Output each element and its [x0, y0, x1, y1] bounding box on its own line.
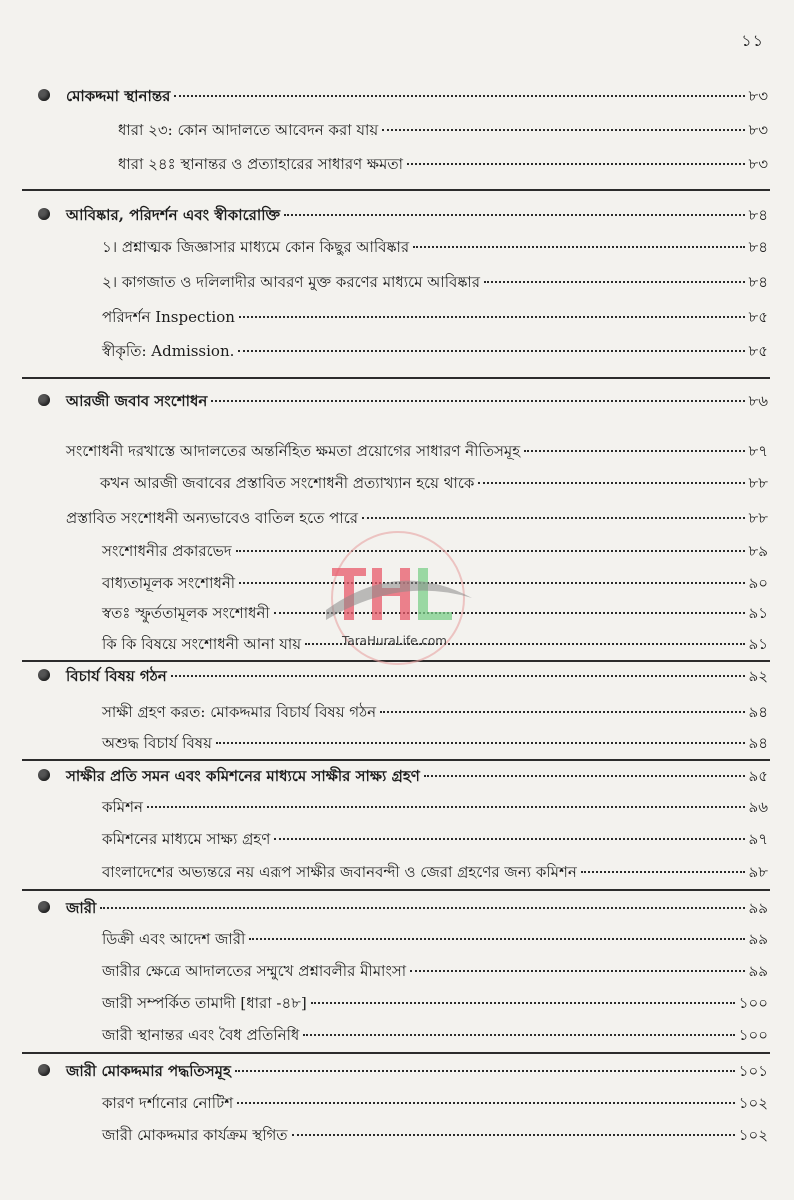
toc-entry [102, 829, 768, 849]
section-bullet-icon [38, 769, 50, 781]
dot-leader [249, 938, 744, 940]
toc-entry [102, 1025, 768, 1045]
section-title: জারী মোকদ্দমার পদ্ধতিসমূহ [66, 1062, 231, 1080]
section-bullet-icon [38, 669, 50, 681]
page-ref: ৯৯ [748, 930, 768, 948]
toc-entry [102, 307, 768, 327]
page-ref: ৯২ [748, 667, 768, 685]
page-ref: ৮৪ [748, 273, 768, 291]
entry-title: বাধ্যতামূলক সংশোধনী [102, 574, 236, 592]
toc-entry [102, 237, 768, 257]
watermark-logo [302, 528, 494, 668]
entry-title: ধারা ২৩: কোন আদালতে আবেদন করা যায় [118, 121, 379, 139]
entry-title: সাক্ষী গ্রহণ করত: মোকদ্দমার বিচার্য বিষয় গঠন [102, 703, 377, 721]
entry-title: জারীর ক্ষেত্রে আদালতের সম্মুখে প্রশ্নাবলীর মীমাংসা [102, 962, 407, 980]
toc-section-heading [66, 86, 768, 106]
dot-leader [147, 806, 745, 808]
section-bullet-icon [38, 89, 50, 101]
page-ref: ৯০ [748, 574, 768, 592]
dot-leader [292, 1134, 735, 1136]
entry-title: স্বতঃ স্ফুর্ততামূলক সংশোধনী [102, 604, 270, 622]
section-divider [22, 759, 770, 761]
page-ref: ৮৪ [748, 206, 768, 224]
dot-leader [382, 129, 744, 131]
dot-leader [311, 1002, 735, 1004]
toc-entry [102, 341, 768, 361]
section-title: আরজী জবাব সংশোধন [66, 392, 208, 410]
page-ref: ৯১ [748, 604, 768, 622]
toc-entry [100, 473, 768, 493]
toc-entry [102, 733, 768, 753]
dot-leader [424, 775, 745, 777]
page-number: ১১ [741, 31, 764, 50]
entry-title: অশুদ্ধ বিচার্য বিষয় [102, 734, 212, 752]
page-ref: ৯৮ [748, 863, 768, 881]
toc-entry [102, 993, 768, 1013]
page-ref: ৮৮ [748, 474, 768, 492]
dot-leader [581, 871, 745, 873]
entry-title: কমিশন [102, 798, 143, 816]
section-divider [22, 1052, 770, 1054]
page-ref: ১০০ [738, 994, 768, 1012]
page-ref: ১০০ [738, 1026, 768, 1044]
dot-leader [174, 95, 744, 97]
entry-title: জারী সম্পর্কিত তামাদী [ধারা -৪৮] [102, 994, 307, 1012]
dot-leader [478, 482, 744, 484]
entry-title: ধারা ২৪ঃ স্থানান্তর ও প্রত্যাহারের সাধারণ ক্ষমতা [118, 155, 403, 173]
dot-leader [380, 711, 744, 713]
toc-section-heading [66, 1061, 768, 1081]
section-divider [22, 189, 770, 191]
toc-entry [102, 929, 768, 949]
section-bullet-icon [38, 208, 50, 220]
toc-entry [102, 702, 768, 722]
page-ref: ৯৭ [748, 830, 768, 848]
section-title: জারী [66, 899, 97, 917]
toc-entry [118, 120, 768, 140]
section-divider [22, 889, 770, 891]
dot-leader [239, 316, 745, 318]
entry-title: ২। কাগজাত ও দলিলাদীর আবরণ মুক্ত করণের মাধ্যমে আবিষ্কার [102, 273, 481, 291]
section-title: সাক্ষীর প্রতি সমন এবং কমিশনের মাধ্যমে সাক্ষীর সাক্ষ্য গ্রহণ [66, 767, 420, 785]
page-ref: ৯১ [748, 635, 768, 653]
entry-title: ডিক্রী এবং আদেশ জারী [102, 930, 246, 948]
watermark-site-text: TaraHuraLife.com [342, 634, 447, 648]
dot-leader [484, 281, 745, 283]
dot-leader [100, 907, 744, 909]
entry-title: কি কি বিষয়ে সংশোধনী আনা যায় [102, 635, 302, 653]
page-ref: ১০২ [738, 1126, 768, 1144]
toc-section-heading [66, 391, 768, 411]
toc-entry [102, 1125, 768, 1145]
section-bullet-icon [38, 1064, 50, 1076]
toc-entry [66, 508, 768, 528]
entry-title: কমিশনের মাধ্যমে সাক্ষ্য গ্রহণ [102, 830, 271, 848]
page-ref: ৮৩ [748, 155, 768, 173]
section-bullet-icon [38, 394, 50, 406]
toc-entry [66, 441, 768, 461]
dot-leader [413, 246, 744, 248]
dot-leader [303, 1034, 734, 1036]
entry-title: সংশোধনীর প্রকারভেদ [102, 542, 232, 560]
page-ref: ৮৬ [748, 392, 768, 410]
section-title: বিচার্য বিষয় গঠন [66, 667, 167, 685]
entry-title: কখন আরজী জবাবের প্রস্তাবিত সংশোধনী প্রত্যাখ্যান হয়ে থাকে [100, 474, 475, 492]
page-ref: ৯৪ [748, 734, 768, 752]
dot-leader [410, 970, 744, 972]
entry-title: পরিদর্শন Inspection [102, 308, 235, 326]
toc-section-heading [66, 205, 768, 225]
toc-section-heading [66, 898, 768, 918]
page-ref: ৮৫ [748, 342, 768, 360]
dot-leader [284, 214, 744, 216]
toc-entry [102, 1093, 768, 1113]
section-title: মোকদ্দমা স্থানান্তর [66, 87, 171, 105]
page-ref: ৯৬ [748, 798, 768, 816]
page-ref: ৮৮ [748, 509, 768, 527]
entry-title: কারণ দর্শানোর নোটিশ [102, 1094, 234, 1112]
dot-leader [238, 350, 744, 352]
dot-leader [211, 400, 744, 402]
page-ref: ৮৭ [748, 442, 768, 460]
dot-leader [524, 450, 744, 452]
page-ref: ৯৫ [748, 767, 768, 785]
page-ref: ৯৯ [748, 899, 768, 917]
entry-title: বাংলাদেশের অভ্যন্তরে নয় এরূপ সাক্ষীর জবানবন্দী ও জেরা গ্রহণের জন্য কমিশন [102, 863, 577, 881]
page-ref: ১০১ [738, 1062, 768, 1080]
page-ref: ৮৯ [748, 542, 768, 560]
page-ref: ১০২ [738, 1094, 768, 1112]
page-ref: ৮৩ [748, 87, 768, 105]
dot-leader [237, 1102, 735, 1104]
toc-section-heading [66, 666, 768, 686]
entry-title: জারী স্থানান্তর এবং বৈধ প্রতিনিধি [102, 1026, 300, 1044]
toc-entry [102, 272, 768, 292]
toc-entry [102, 862, 768, 882]
entry-title: স্বীকৃতি: Admission. [102, 342, 235, 360]
page-ref: ৮৩ [748, 121, 768, 139]
toc-entry [102, 797, 768, 817]
entry-title: প্রস্তাবিত সংশোধনী অন্যভাবেও বাতিল হতে পারে [66, 509, 358, 527]
entry-title: জারী মোকদ্দমার কার্যক্রম স্থগিত [102, 1126, 288, 1144]
dot-leader [407, 163, 745, 165]
dot-leader [235, 1070, 735, 1072]
page-ref: ৮৫ [748, 308, 768, 326]
page-ref: ৮৪ [748, 238, 768, 256]
dot-leader [216, 742, 745, 744]
entry-title: ১। প্রশ্নাত্মক জিজ্ঞাসার মাধ্যমে কোন কিছুর আবিষ্কার [102, 238, 410, 256]
section-divider [22, 377, 770, 379]
page-ref: ৯৪ [748, 703, 768, 721]
toc-section-heading [66, 766, 768, 786]
section-title: আবিষ্কার, পরিদর্শন এবং স্বীকারোক্তি [66, 206, 281, 224]
toc-entry [118, 154, 768, 174]
entry-title: সংশোধনী দরখাস্তে আদালতের অন্তর্নিহিত ক্ষমতা প্রয়োগের সাধারণ নীতিসমূহ [66, 442, 521, 460]
dot-leader [362, 517, 745, 519]
toc-entry [102, 961, 768, 981]
dot-leader [274, 838, 744, 840]
page-ref: ৯৯ [748, 962, 768, 980]
dot-leader [171, 675, 745, 677]
section-bullet-icon [38, 901, 50, 913]
